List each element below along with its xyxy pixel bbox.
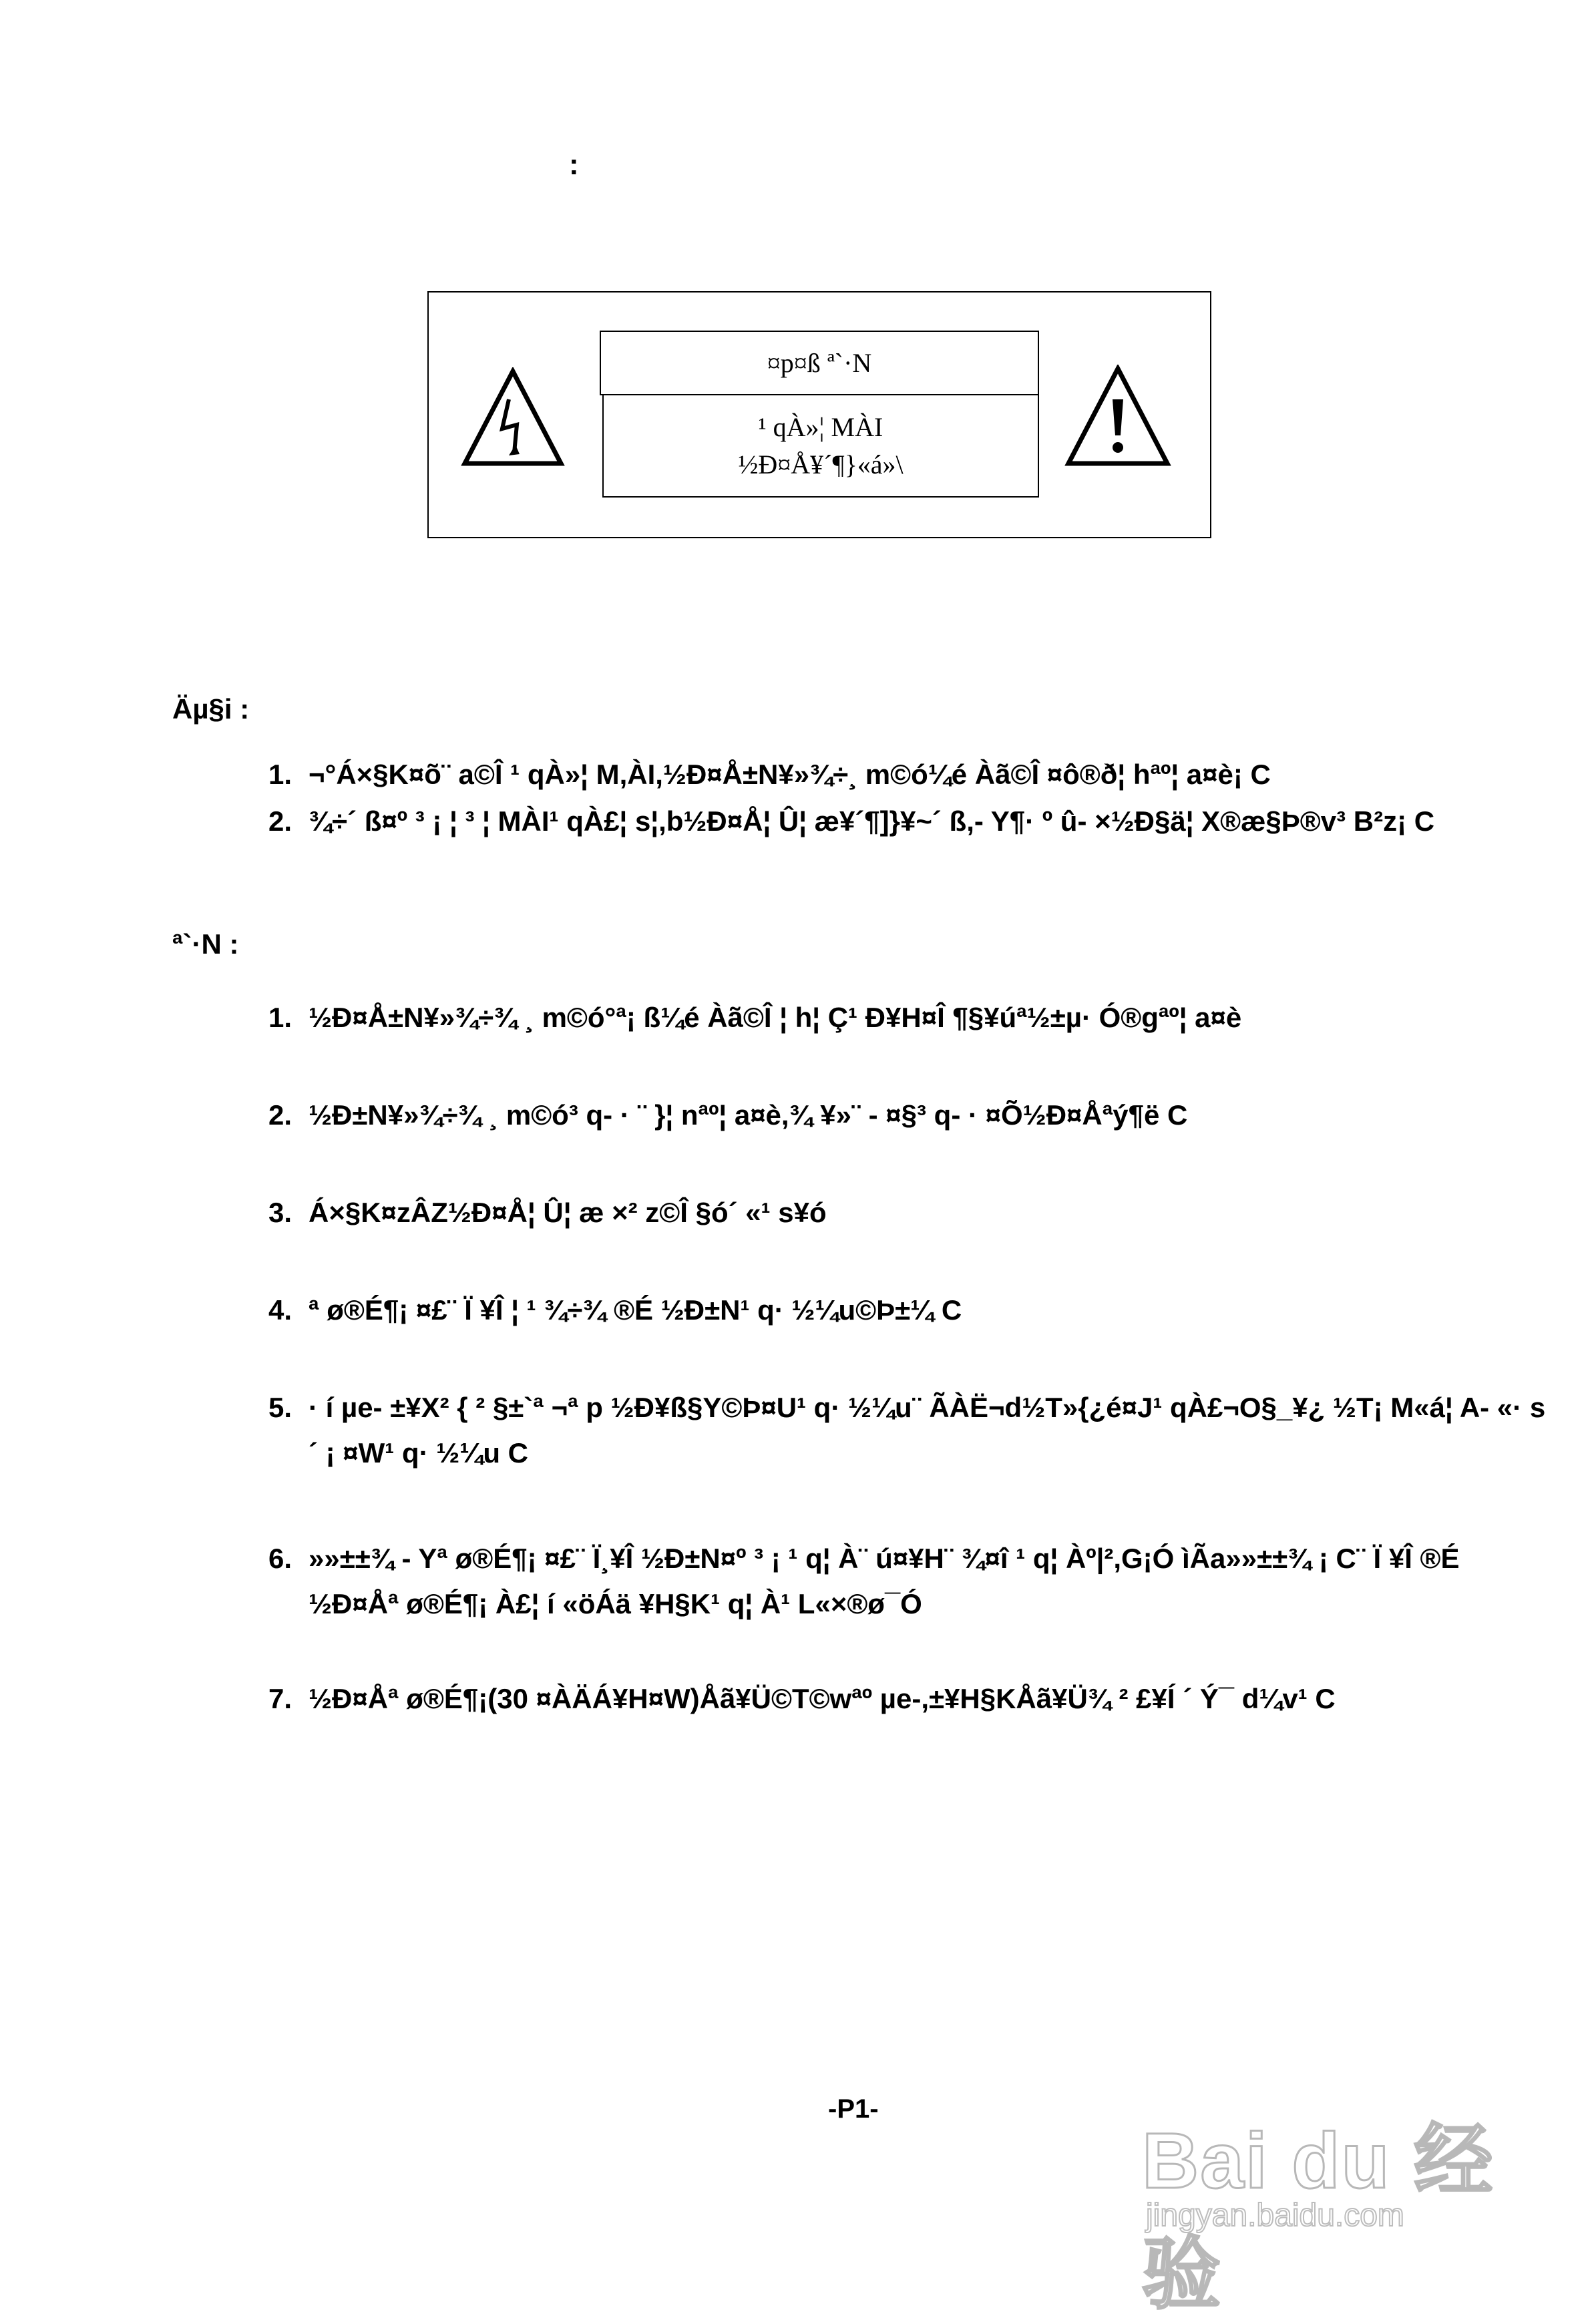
warning-box [427,291,1211,538]
notice-item [268,1288,962,1333]
exclamation-warning-icon [1064,365,1171,469]
item-text: ½Ð±N¥»¾÷¾ ¸ m©ó³ q- · ¨ }¦ nªº¦ a¤è,¾ ¥»¨ - ¤§³ q- · ¤Õ½Ð¤Åªý¶ë C [309,1099,1188,1131]
item-text-continued: ½Ð¤Åª ø®É¶¡ À£¦ í «öÁä ¥H§K¹ q¦ À¹ L«×®ø¯Ó [309,1588,922,1619]
notice-item [268,1385,1545,1476]
item-number: 5. [268,1392,292,1423]
notice-section-title: ª`·N : [172,928,239,960]
item-text: · í µe- ±¥X² { ² §±`ª ¬ª p ½Ð¥ß§Y©Þ¤U¹ q· ½¼u¨ ÃÀË¬d½T»{¿é¤J¹ qÀ£¬O§_¥¿ ½T¡ M«á¦ A- «· s [309,1392,1546,1423]
item-text: ¾÷´ ß¤º ³ ¡ ¦ ³ ¦ MÀI¹ qÀ£¦ s¦,b½Ð¤Å¦ Û¦ æ¥´¶]}¥~´ ß,- Y¶· º û- ×½Ð§ä¦ X®æ§Þ®v³ B²z¡ C [309,805,1435,837]
notice-item [268,1190,827,1235]
item-text: ª ø®É¶¡ ¤£¨ Ï ¥Î ¦ ¹ ¾÷¾ ®É ½Ð±N¹ q· ½¼u©Þ±¼ C [309,1294,962,1326]
baidu-watermark [1122,2097,1549,2319]
item-text: »»±±¾ - Yª ø®É¶¡ ¤£¨ Ï¸¥Î ½Ð±N¤º ³ ¡ ¹ q¦ À¨ ú¤¥H¨ ¾¤î ¹ q¦ Àº|²,G¡Ó ìÃa»»±±¾ ¡ C¨ Ï ¥Î ®É [309,1543,1460,1574]
item-text: ½Ð¤Å±N¥»¾÷¾ ¸ m©ó°ª¡ ß¼é Àã©Î ¦ h¦ Ç¹ Ð¥H¤Î ¶§¥úª½±µ· Ó®gªº¦ a¤è [309,1002,1242,1033]
warning-line-1: ¹ qÀ»¦ MÀI [758,411,883,442]
notice-item [268,1093,1187,1138]
item-number: 7. [268,1683,292,1714]
warning-line-2: ½Ð¤Å¥´¶}«á»\ [738,449,904,479]
item-number: 3. [268,1197,292,1228]
warning-title: ¤p¤ß ª`·N [600,331,1039,395]
item-number: 1. [268,759,292,790]
item-text: Á×§K¤zÂZ½Ð¤Å¦ Û¦ æ ×² z©Î §ó´ «¹ s¥ó [309,1197,827,1228]
item-number: 6. [268,1543,292,1574]
watermark-url: jingyan.baidu.com [1146,2198,1404,2233]
item-text: ¬°Á×§K¤õ¨ a©Î ¹ qÀ»¦ M,ÀI,½Ð¤Å±N¥»¾÷¸ m©ó¼é Àã©Î ¤ô®ð¦ hªº¦ a¤è¡ C [309,759,1271,790]
warning-section-title: Äµ§i : [172,693,250,725]
warning-body [602,394,1039,498]
item-text-continued: ´ ¡ ¤W¹ q· ½¼u C [309,1437,528,1469]
notice-item [268,1676,1336,1722]
warning-item [268,752,1271,797]
item-number: 2. [268,805,292,837]
electric-shock-warning-icon [461,367,565,467]
page-number: -P1- [828,2094,879,2124]
watermark-logo: Bai du 经验 [1142,2117,1495,2319]
item-number: 1. [268,1002,292,1033]
item-text: ½Ð¤Åª ø®É¶¡(30 ¤ÀÄÁ¥H¤W)Åã¥Ü©T©wªº µe-,±¥H§KÅã¥Ü¾ ² £¥Í ´ Ý¯ d¼v¹ C [309,1683,1336,1714]
top-colon: : [569,148,579,181]
notice-item [268,1536,1460,1627]
notice-item [268,995,1241,1040]
warning-item [268,799,1434,844]
item-number: 2. [268,1099,292,1131]
item-number: 4. [268,1294,292,1326]
